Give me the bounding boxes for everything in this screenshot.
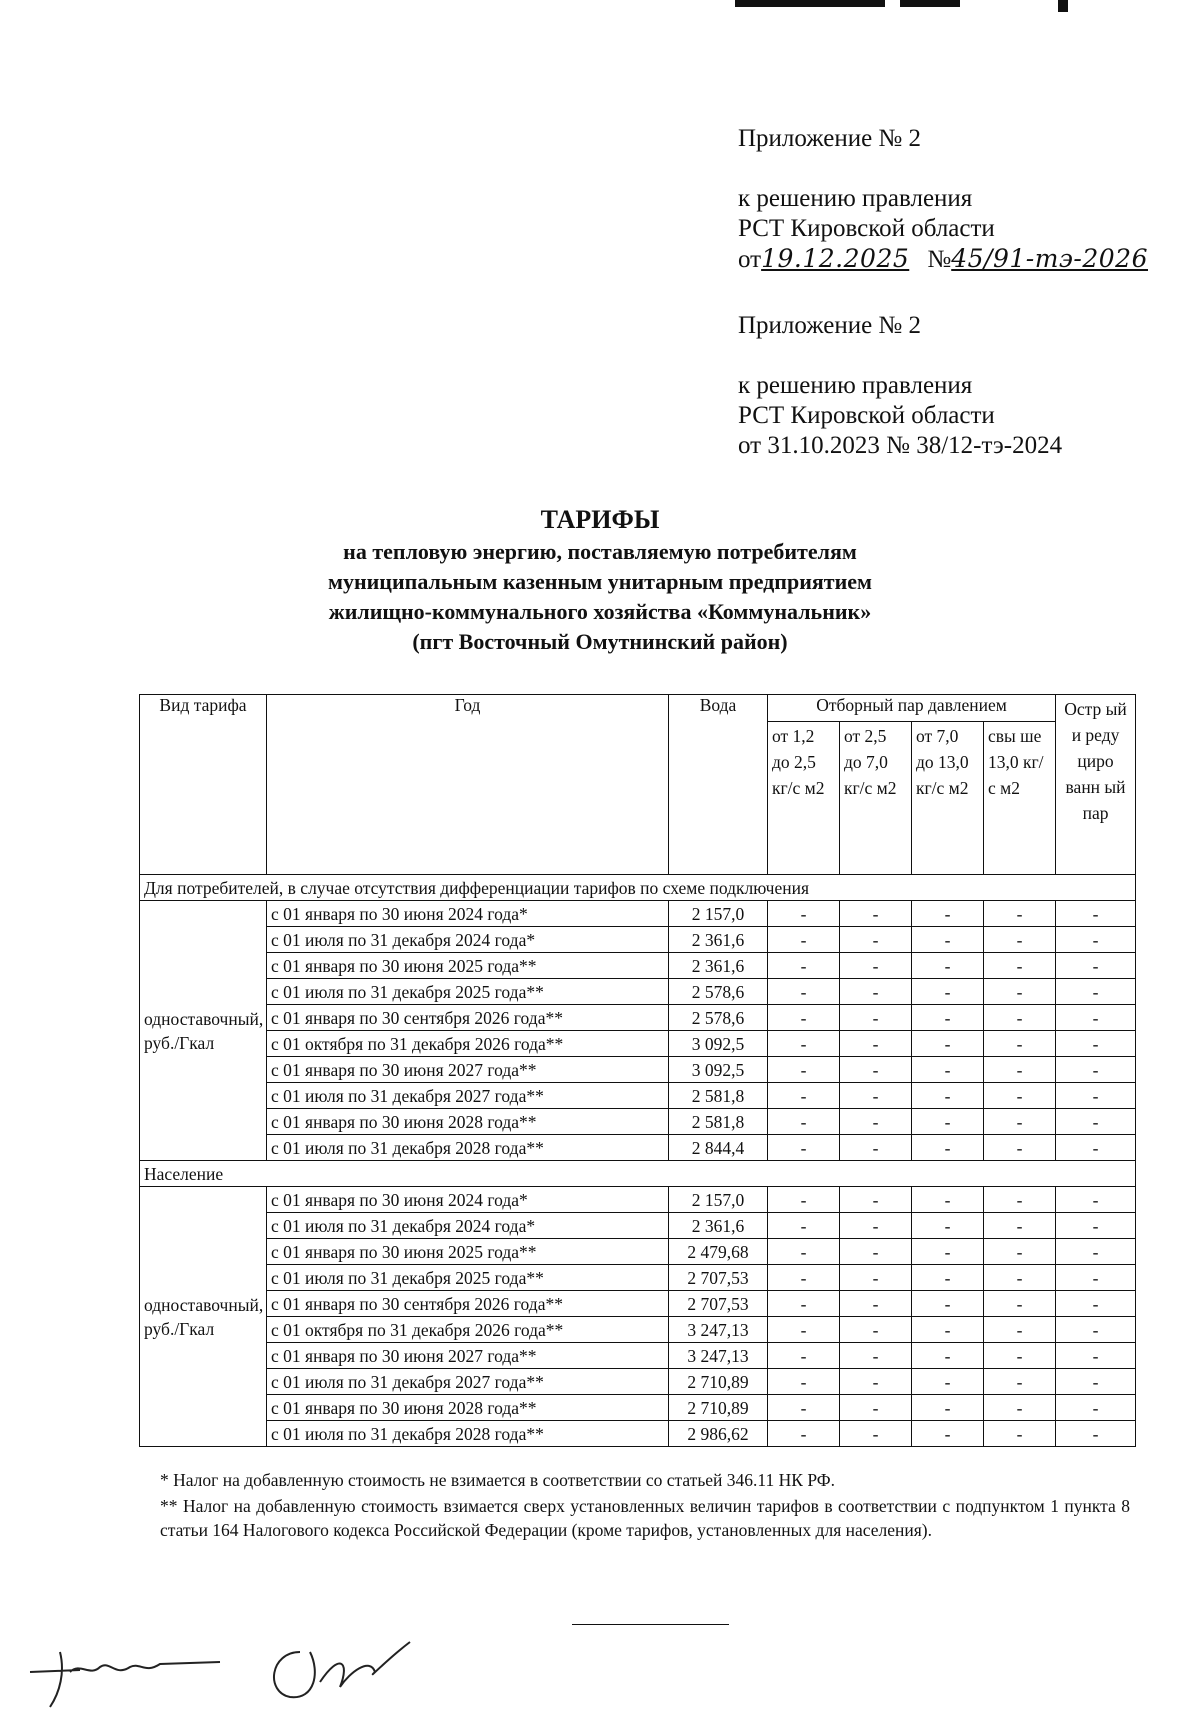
section-title: Для потребителей, в случае отсутствия дифференциации тарифов по схеме подключения: [140, 875, 1136, 901]
pressure-1-value: -: [768, 1369, 840, 1395]
pressure-2-value: -: [840, 953, 912, 979]
pressure-3-value: -: [912, 1421, 984, 1447]
period-cell: с 01 января по 30 июня 2027 года**: [267, 1057, 669, 1083]
appendix-old: [738, 311, 1062, 461]
pressure-2-value: -: [840, 1083, 912, 1109]
water-value: 2 986,62: [669, 1421, 768, 1447]
sharp-steam-value: -: [1056, 953, 1136, 979]
appendix-line2: РСТ Кировской области: [738, 215, 995, 242]
pressure-2-value: -: [840, 1317, 912, 1343]
header-year: Год: [267, 695, 669, 875]
water-value: 3 247,13: [669, 1343, 768, 1369]
pressure-1-value: -: [768, 901, 840, 927]
water-value: 2 581,8: [669, 1083, 768, 1109]
water-value: 2 581,8: [669, 1109, 768, 1135]
tariff-type: одноставочный, руб./Гкал: [140, 901, 267, 1161]
period-cell: с 01 июля по 31 декабря 2027 года**: [267, 1369, 669, 1395]
pressure-3-value: -: [912, 1369, 984, 1395]
number-label: №: [927, 246, 952, 273]
period-cell: с 01 июля по 31 декабря 2025 года**: [267, 1265, 669, 1291]
title-main: ТАРИФЫ: [540, 505, 660, 534]
pressure-3-value: -: [912, 1291, 984, 1317]
scan-mark: [735, 0, 885, 7]
sharp-steam-value: -: [1056, 1057, 1136, 1083]
pressure-1-value: -: [768, 1109, 840, 1135]
title-line: (пгт Восточный Омутнинский район): [412, 629, 788, 654]
period-cell: с 01 октября по 31 декабря 2026 года**: [267, 1031, 669, 1057]
signature-2: [274, 1642, 410, 1697]
header-pressure-4: свы ше 13,0 кг/с м2: [984, 722, 1056, 875]
pressure-2-value: -: [840, 1265, 912, 1291]
pressure-4-value: -: [984, 1109, 1056, 1135]
period-cell: с 01 июля по 31 декабря 2028 года**: [267, 1135, 669, 1161]
pressure-1-value: -: [768, 1343, 840, 1369]
section-row: [140, 875, 1136, 901]
pressure-2-value: -: [840, 1031, 912, 1057]
pressure-2-value: -: [840, 1109, 912, 1135]
header-pressure-3: от 7,0 до 13,0 кг/с м2: [912, 722, 984, 875]
pressure-3-value: -: [912, 1005, 984, 1031]
pressure-4-value: -: [984, 1239, 1056, 1265]
pressure-3-value: -: [912, 1109, 984, 1135]
handwritten-number: 45/91-тэ-2026: [951, 244, 1148, 273]
pressure-1-value: -: [768, 1213, 840, 1239]
appendix-line1: к решению правления: [738, 372, 973, 399]
table-row: [140, 1057, 1136, 1083]
pressure-4-value: -: [984, 1265, 1056, 1291]
appendix-title: Приложение № 2: [738, 125, 922, 152]
pressure-1-value: -: [768, 1083, 840, 1109]
water-value: 3 092,5: [669, 1057, 768, 1083]
signatures: [20, 1612, 420, 1712]
pressure-2-value: -: [840, 1291, 912, 1317]
pressure-2-value: -: [840, 1135, 912, 1161]
sharp-steam-value: -: [1056, 1213, 1136, 1239]
sharp-steam-value: -: [1056, 1291, 1136, 1317]
table-row: [140, 1291, 1136, 1317]
pressure-4-value: -: [984, 901, 1056, 927]
pressure-4-value: -: [984, 1057, 1056, 1083]
table-row: [140, 1265, 1136, 1291]
handwritten-date: 19.12.2025: [761, 244, 910, 273]
pressure-1-value: -: [768, 1317, 840, 1343]
pressure-3-value: -: [912, 953, 984, 979]
water-value: 2 707,53: [669, 1291, 768, 1317]
water-value: 2 710,89: [669, 1369, 768, 1395]
sharp-steam-value: -: [1056, 1135, 1136, 1161]
pressure-1-value: -: [768, 1187, 840, 1213]
table-row: [140, 953, 1136, 979]
pressure-1-value: -: [768, 927, 840, 953]
pressure-4-value: -: [984, 1421, 1056, 1447]
water-value: 2 578,6: [669, 1005, 768, 1031]
pressure-4-value: -: [984, 1291, 1056, 1317]
sharp-steam-value: -: [1056, 1109, 1136, 1135]
sharp-steam-value: -: [1056, 979, 1136, 1005]
footnotes: [160, 1468, 1130, 1544]
section-row: [140, 1161, 1136, 1187]
pressure-3-value: -: [912, 1057, 984, 1083]
pressure-2-value: -: [840, 1395, 912, 1421]
pressure-1-value: -: [768, 1135, 840, 1161]
pressure-4-value: -: [984, 927, 1056, 953]
pressure-2-value: -: [840, 1369, 912, 1395]
sharp-steam-value: -: [1056, 1395, 1136, 1421]
pressure-3-value: -: [912, 1317, 984, 1343]
scan-mark: [900, 0, 960, 7]
pressure-2-value: -: [840, 1343, 912, 1369]
sharp-steam-value: -: [1056, 1343, 1136, 1369]
appendix-new: [738, 124, 1148, 275]
pressure-1-value: -: [768, 1421, 840, 1447]
pressure-2-value: -: [840, 927, 912, 953]
header-pressure-2: от 2,5 до 7,0 кг/с м2: [840, 722, 912, 875]
header-sharp-steam: Остр ый и реду циро ванн ый пар: [1056, 695, 1136, 875]
pressure-1-value: -: [768, 1005, 840, 1031]
pressure-1-value: -: [768, 1291, 840, 1317]
pressure-2-value: -: [840, 1213, 912, 1239]
pressure-3-value: -: [912, 1031, 984, 1057]
period-cell: с 01 января по 30 июня 2028 года**: [267, 1109, 669, 1135]
appendix-line3: от 31.10.2023 № 38/12-тэ-2024: [738, 432, 1063, 459]
table-row: [140, 1421, 1136, 1447]
pressure-1-value: -: [768, 1239, 840, 1265]
appendix-title: Приложение № 2: [738, 312, 922, 339]
tariff-type: одноставочный, руб./Гкал: [140, 1187, 267, 1447]
table-row: [140, 1213, 1136, 1239]
footnote-2: ** Налог на добавленную стоимость взимается сверх установленных величин тарифов в соответствии с подпунктом 1 пункта 8 статьи 164 Налогового кодекса Российской Федерации (кроме тарифов, установленных для населения).: [160, 1496, 1130, 1540]
table-row: [140, 1343, 1136, 1369]
table-row: [140, 1031, 1136, 1057]
header-pressure-1: от 1,2 до 2,5 кг/с м2: [768, 722, 840, 875]
water-value: 2 157,0: [669, 901, 768, 927]
pressure-4-value: -: [984, 1343, 1056, 1369]
table-row: [140, 1187, 1136, 1213]
pressure-1-value: -: [768, 1265, 840, 1291]
pressure-3-value: -: [912, 979, 984, 1005]
table-row: [140, 901, 1136, 927]
table-row: [140, 1135, 1136, 1161]
header-water: Вода: [669, 695, 768, 875]
sharp-steam-value: -: [1056, 1317, 1136, 1343]
header-type: Вид тарифа: [140, 695, 267, 875]
pressure-4-value: -: [984, 1369, 1056, 1395]
water-value: 2 361,6: [669, 953, 768, 979]
table-row: [140, 1369, 1136, 1395]
pressure-4-value: -: [984, 953, 1056, 979]
end-rule: [572, 1624, 729, 1625]
title-line: на тепловую энергию, поставляемую потребителям: [343, 539, 857, 564]
pressure-3-value: -: [912, 1265, 984, 1291]
period-cell: с 01 января по 30 сентября 2026 года**: [267, 1005, 669, 1031]
pressure-1-value: -: [768, 1057, 840, 1083]
pressure-4-value: -: [984, 1317, 1056, 1343]
period-cell: с 01 января по 30 июня 2024 года*: [267, 901, 669, 927]
water-value: 3 247,13: [669, 1317, 768, 1343]
from-label: от: [738, 246, 762, 273]
period-cell: с 01 января по 30 июня 2024 года*: [267, 1187, 669, 1213]
period-cell: с 01 июля по 31 декабря 2024 года*: [267, 927, 669, 953]
water-value: 2 710,89: [669, 1395, 768, 1421]
pressure-1-value: -: [768, 1395, 840, 1421]
period-cell: с 01 июля по 31 декабря 2025 года**: [267, 979, 669, 1005]
water-value: 2 707,53: [669, 1265, 768, 1291]
signature-1: [30, 1652, 220, 1707]
water-value: 3 092,5: [669, 1031, 768, 1057]
period-cell: с 01 января по 30 июня 2025 года**: [267, 1239, 669, 1265]
pressure-1-value: -: [768, 953, 840, 979]
water-value: 2 361,6: [669, 1213, 768, 1239]
title-line: муниципальным казенным унитарным предприятием: [327, 569, 873, 594]
pressure-3-value: -: [912, 1135, 984, 1161]
table-row: [140, 927, 1136, 953]
water-value: 2 479,68: [669, 1239, 768, 1265]
period-cell: с 01 января по 30 июня 2025 года**: [267, 953, 669, 979]
pressure-3-value: -: [912, 901, 984, 927]
period-cell: с 01 января по 30 июня 2028 года**: [267, 1395, 669, 1421]
water-value: 2 844,4: [669, 1135, 768, 1161]
pressure-3-value: -: [912, 1343, 984, 1369]
sharp-steam-value: -: [1056, 1083, 1136, 1109]
table-row: [140, 1005, 1136, 1031]
sharp-steam-value: -: [1056, 1005, 1136, 1031]
water-value: 2 361,6: [669, 927, 768, 953]
sharp-steam-value: -: [1056, 1369, 1136, 1395]
period-cell: с 01 января по 30 сентября 2026 года**: [267, 1291, 669, 1317]
pressure-4-value: -: [984, 1213, 1056, 1239]
header-steam-group: Отборный пар давлением: [768, 695, 1056, 722]
pressure-4-value: -: [984, 1135, 1056, 1161]
sharp-steam-value: -: [1056, 1265, 1136, 1291]
pressure-3-value: -: [912, 1187, 984, 1213]
document-title: [140, 503, 1060, 657]
pressure-2-value: -: [840, 1187, 912, 1213]
table-row: [140, 1083, 1136, 1109]
sharp-steam-value: -: [1056, 1421, 1136, 1447]
pressure-4-value: -: [984, 1395, 1056, 1421]
pressure-2-value: -: [840, 1421, 912, 1447]
appendix-decision-line: [738, 244, 1148, 275]
table-row: [140, 1109, 1136, 1135]
period-cell: с 01 января по 30 июня 2027 года**: [267, 1343, 669, 1369]
pressure-3-value: -: [912, 1239, 984, 1265]
pressure-3-value: -: [912, 927, 984, 953]
scan-mark: [1058, 0, 1068, 12]
table-row: [140, 1239, 1136, 1265]
pressure-2-value: -: [840, 1005, 912, 1031]
tariffs-table: [139, 694, 1136, 1447]
pressure-4-value: -: [984, 1031, 1056, 1057]
water-value: 2 157,0: [669, 1187, 768, 1213]
appendix-line1: к решению правления: [738, 185, 973, 212]
pressure-3-value: -: [912, 1395, 984, 1421]
pressure-3-value: -: [912, 1083, 984, 1109]
sharp-steam-value: -: [1056, 1239, 1136, 1265]
table-row: [140, 1395, 1136, 1421]
sharp-steam-value: -: [1056, 1031, 1136, 1057]
period-cell: с 01 июля по 31 декабря 2024 года*: [267, 1213, 669, 1239]
appendix-line2: РСТ Кировской области: [738, 402, 995, 429]
title-line: жилищно-коммунального хозяйства «Коммунальник»: [328, 599, 872, 624]
period-cell: с 01 октября по 31 декабря 2026 года**: [267, 1317, 669, 1343]
sharp-steam-value: -: [1056, 901, 1136, 927]
pressure-2-value: -: [840, 901, 912, 927]
water-value: 2 578,6: [669, 979, 768, 1005]
pressure-2-value: -: [840, 1057, 912, 1083]
table-row: [140, 979, 1136, 1005]
pressure-1-value: -: [768, 1031, 840, 1057]
pressure-3-value: -: [912, 1213, 984, 1239]
period-cell: с 01 июля по 31 декабря 2027 года**: [267, 1083, 669, 1109]
pressure-4-value: -: [984, 1083, 1056, 1109]
section-title: Население: [140, 1161, 1136, 1187]
pressure-4-value: -: [984, 1187, 1056, 1213]
sharp-steam-value: -: [1056, 927, 1136, 953]
pressure-4-value: -: [984, 979, 1056, 1005]
pressure-4-value: -: [984, 1005, 1056, 1031]
footnote-1: * Налог на добавленную стоимость не взимается в соответствии со статьей 346.11 НК РФ.: [160, 1470, 835, 1490]
sharp-steam-value: -: [1056, 1187, 1136, 1213]
table-row: [140, 1317, 1136, 1343]
pressure-2-value: -: [840, 979, 912, 1005]
pressure-2-value: -: [840, 1239, 912, 1265]
period-cell: с 01 июля по 31 декабря 2028 года**: [267, 1421, 669, 1447]
pressure-1-value: -: [768, 979, 840, 1005]
